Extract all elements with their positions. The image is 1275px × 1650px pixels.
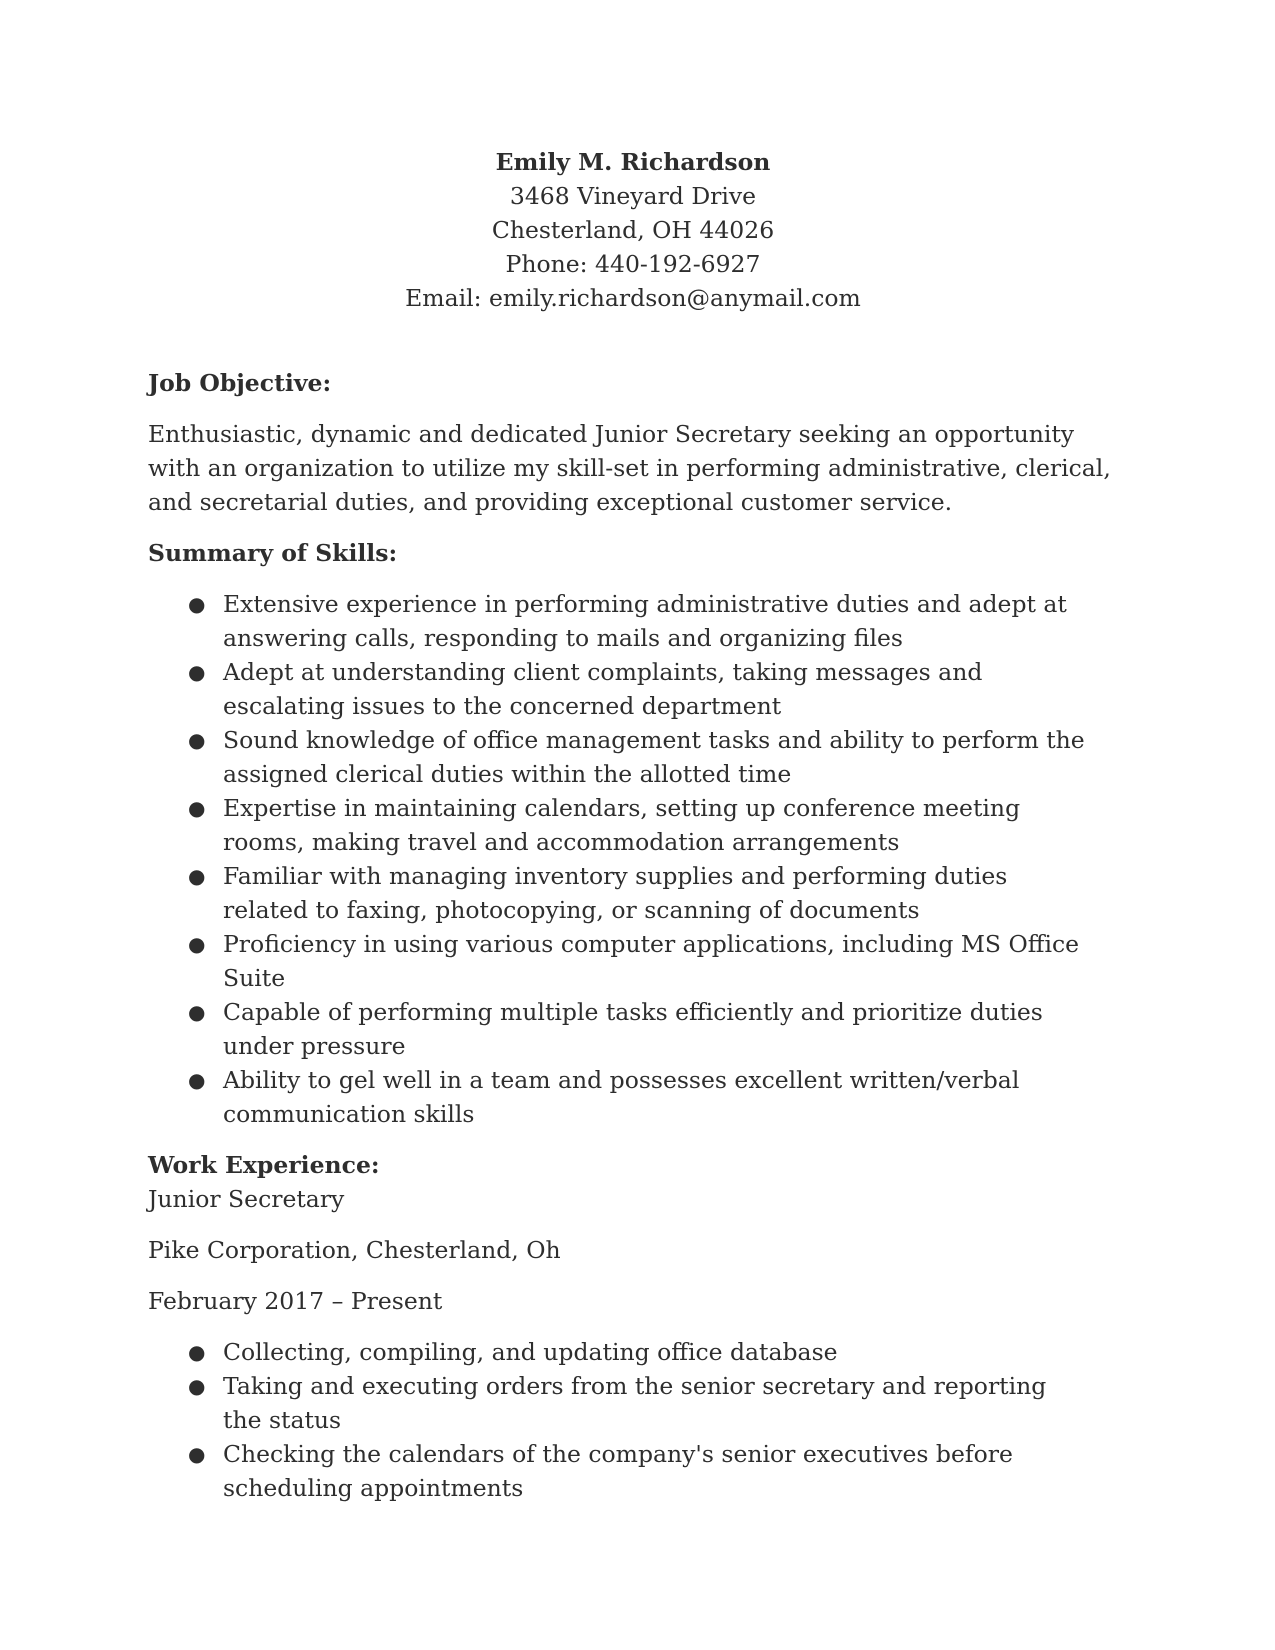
skill-text: Familiar with managing inventory supplies and performing duties related to faxing, photocopying, or scanning of documents [223, 862, 1008, 924]
company: Pike Corporation, Chesterland, Oh [148, 1236, 561, 1264]
bullet-icon: ● [188, 1340, 206, 1364]
list-item [148, 859, 1128, 927]
contact-header [143, 145, 1123, 315]
duty-text: Collecting, compiling, and updating office database [223, 1338, 838, 1366]
bullet-icon: ● [188, 1442, 206, 1466]
skill-text: Adept at understanding client complaints, taking messages and escalating issues to the concerned department [223, 658, 983, 720]
bullet-icon: ● [188, 864, 206, 888]
work-experience-heading: Work Experience: [148, 1151, 380, 1179]
address-line-2: Chesterland, OH 44026 [491, 216, 775, 244]
duty-text: Taking and executing orders from the senior secretary and reporting the status [223, 1372, 1047, 1434]
resume-page [148, 145, 1128, 1505]
skills-heading: Summary of Skills: [148, 539, 398, 567]
bullet-icon: ● [188, 1068, 206, 1092]
list-item [148, 1063, 1128, 1131]
list-item [148, 655, 1128, 723]
objective-text: Enthusiastic, dynamic and dedicated Junior Secretary seeking an opportunity with an organization to utilize my skill-set in performing administrative, clerical, and secretarial duties, and providing exceptional customer service. [148, 420, 1111, 516]
list-item [148, 587, 1128, 655]
list-item [148, 723, 1128, 791]
list-item [148, 791, 1128, 859]
address-line-1: 3468 Vineyard Drive [509, 182, 757, 210]
bullet-icon: ● [188, 932, 206, 956]
skill-text: Proficiency in using various computer applications, including MS Office Suite [223, 930, 1080, 992]
skill-text: Sound knowledge of office management tasks and ability to perform the assigned clerical duties within the allotted time [223, 726, 1085, 788]
duty-text: Checking the calendars of the company's senior executives before scheduling appointments [223, 1440, 1013, 1502]
bullet-icon: ● [188, 592, 206, 616]
objective-heading: Job Objective: [148, 369, 332, 397]
email: Email: emily.richardson@anymail.com [405, 284, 861, 312]
bullet-icon: ● [188, 660, 206, 684]
skill-text: Extensive experience in performing administrative duties and adept at answering calls, responding to mails and organizing files [223, 590, 1067, 652]
skill-text: Capable of performing multiple tasks efficiently and prioritize duties under pressure [223, 998, 1043, 1060]
job-title: Junior Secretary [148, 1185, 345, 1213]
bullet-icon: ● [188, 728, 206, 752]
skill-text: Expertise in maintaining calendars, setting up conference meeting rooms, making travel and accommodation arrangements [223, 794, 1021, 856]
phone: Phone: 440-192-6927 [505, 250, 761, 278]
skill-text: Ability to gel well in a team and possesses excellent written/verbal communication skills [223, 1066, 1020, 1128]
list-item [148, 1335, 1128, 1369]
bullet-icon: ● [188, 796, 206, 820]
bullet-icon: ● [188, 1000, 206, 1024]
list-item [148, 1437, 1128, 1505]
bullet-icon: ● [188, 1374, 206, 1398]
skills-list [148, 587, 1128, 1131]
employment-dates: February 2017 – Present [148, 1287, 443, 1315]
list-item [148, 1369, 1128, 1437]
applicant-name: Emily M. Richardson [495, 148, 771, 176]
list-item [148, 995, 1128, 1063]
list-item [148, 927, 1128, 995]
duties-list [148, 1335, 1128, 1505]
